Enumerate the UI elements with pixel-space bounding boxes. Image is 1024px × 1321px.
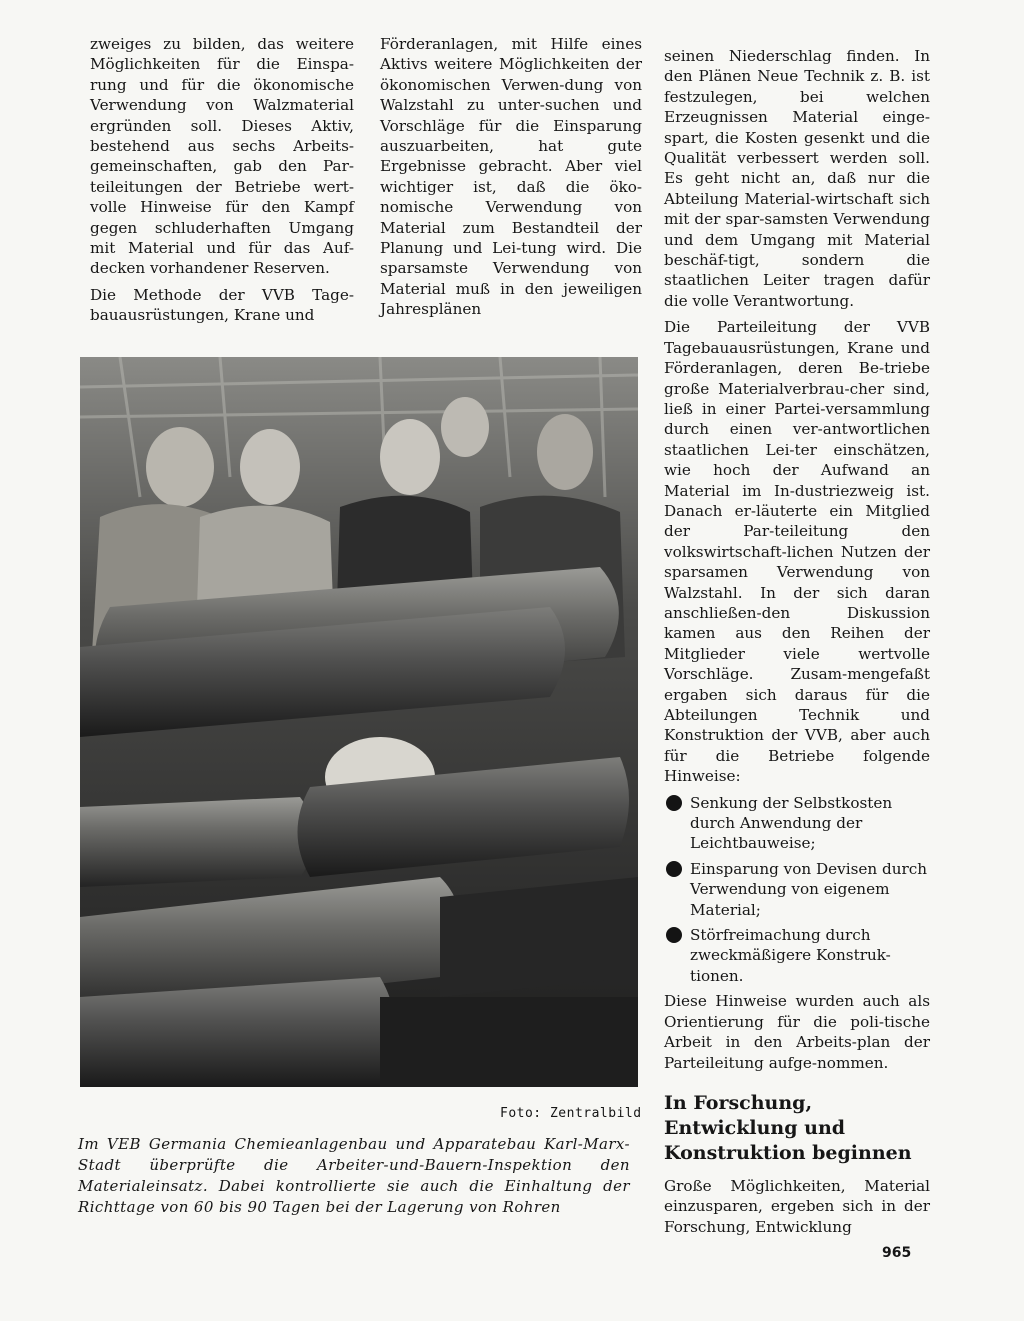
photo-illustration <box>80 357 638 1087</box>
list-item: Senkung der Selbstkosten durch Anwendung der Leichtbauweise; <box>664 793 930 854</box>
page-number: 965 <box>882 1245 912 1261</box>
list-item: Einsparung von Devisen durch Verwendung von eigenem Material; <box>664 859 930 920</box>
paragraph: seinen Niederschlag finden. In den Plänen Neue Technik z. B. ist festzulegen, bei welchen Erzeugnissen Material einge-spart, die Kosten gesenkt und die Qualität verbessert werden soll. Es geht nicht an, daß nur die Abteilung Material-wirtschaft sich mit der spar-samsten Verwendung und dem Umgang mit Material beschäf-tigt, sondern die staatlichen Leiter tragen dafür die volle Verantwortung. <box>664 47 930 310</box>
photo-credit: Foto: Zentralbild <box>500 1106 642 1121</box>
text-column-2 <box>380 34 642 326</box>
section-heading: In Forschung, Entwicklung und Konstruktion beginnen <box>664 1091 912 1164</box>
text-column-3 <box>664 46 930 1243</box>
paragraph: Die Methode der VVB Tage-bauausrüstungen, Krane und <box>90 285 354 325</box>
paragraph: Förderanlagen, mit Hilfe eines Aktivs weitere Möglichkeiten der ökonomischen Verwen-dung von Walzstahl zu unter-suchen und Vorschläge für die Einsparung auszuarbeiten, hat gute Ergebnisse gebracht. Aber viel wichtiger ist, daß die öko-nomische Verwendung von Material zum Bestandteil der Planung und Lei-tung wird. Die sparsamste Verwendung von Material muß in den jeweiligen Jahresplänen <box>380 35 642 319</box>
photo-caption: Im VEB Germania Chemieanlagenbau und Apparatebau Karl-Marx-Stadt überprüfte die Arbeiter-und-Bauern-Inspektion den Materialeinsatz. Dabei kontrollierte sie auch die Einhaltung der Richttage von 60 bis 90 Tagen bei der Lagerung von Rohren <box>78 1135 630 1216</box>
paragraph: zweiges zu bilden, das weitere Möglichkeiten für die Einspa-rung und für die ökonomische Verwendung von Walzmaterial ergründen soll. Dieses Aktiv, bestehend aus sechs Arbeits-gemeinschaften, gab den Par-teileitungen der Betriebe wert-volle Hinweise für den Kampf gegen schluderhaften Umgang mit Material und für das Auf-decken vorhandener Reserven. <box>90 35 354 278</box>
bullet-dot-icon <box>666 927 682 943</box>
paragraph: Diese Hinweise wurden auch als Orientierung für die poli-tische Arbeit in den Arbeits-plan der Parteileitung aufge-nommen. <box>664 992 930 1072</box>
paragraph: Die Parteileitung der VVB Tagebauausrüstungen, Krane und Förderanlagen, deren Be-triebe große Materialverbrau-cher sind, ließ in einer Partei-versammlung durch einen ver-antwortlichen staatlichen Lei-ter einschätzen, wie hoch der Aufwand an Material im In-dustriezweig ist. Danach er-läuterte ein Mitglied der Par-teileitung den volkswirtschaft-lichen Nutzen der sparsamen Verwendung von Walzstahl. In der sich daran anschließen-den Diskussion kamen aus den Reihen der Mitglieder viele wertvolle Vorschläge. Zusam-mengefaßt ergaben sich daraus für die Abteilungen Technik und Konstruktion der VVB, aber auch für die Betriebe folgende Hinweise: <box>664 318 930 786</box>
list-item: Störfreimachung durch zweckmäßigere Konstruk-tionen. <box>664 925 930 986</box>
bullet-dot-icon <box>666 795 682 811</box>
bullet-list <box>664 793 930 987</box>
text-column-1 <box>90 34 354 332</box>
paragraph: Große Möglichkeiten, Material einzusparen, ergeben sich in der Forschung, Entwicklung <box>664 1176 930 1236</box>
bullet-dot-icon <box>666 861 682 877</box>
photo-workers-inspecting-pipes <box>80 357 638 1087</box>
